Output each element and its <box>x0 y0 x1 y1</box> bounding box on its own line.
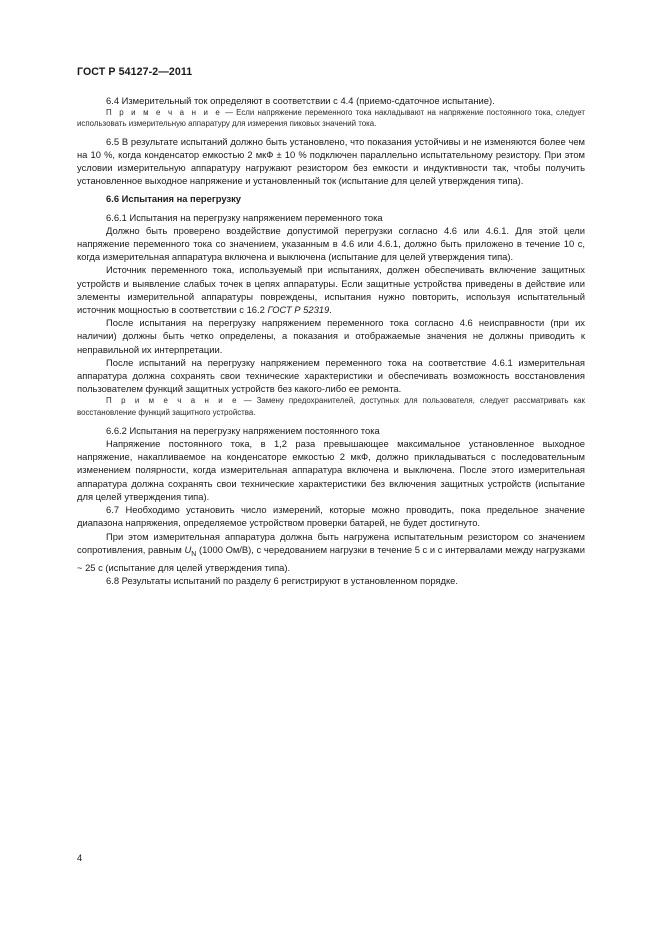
paragraph-6-6-1-a: Должно быть проверено воздействие допустимой перегрузки согласно 4.6 или 4.6.1. Для этой цели напряжение переменного тока со значением, указанным в 4.6 или 4.6.1, должно быть приложено в течение 10 с, когда измерительная аппаратура включена и выключена (испытание для целей утверждения типа). <box>77 224 585 263</box>
paragraph-6-6-1-b-main: Источник переменного тока, используемый при испытаниях, должен обеспечивать включение защитных устройств и выявление слабых точек в цепях аппаратуры. Если защитные устройства приведены в действие или элементы измерительной аппаратуры повреждены, испытания нужно повторить, используя испытательный источник мощностью в соответствии с 16.2 <box>77 264 585 316</box>
paragraph-6-6-1-c: После испытания на перегрузку напряжением переменного тока согласно 4.6 неисправности (при их наличии) должны быть четко определены, а показания и отображаемые значения не должны приводить к неправильной их интерпретации. <box>77 317 585 355</box>
paragraph-6-8: 6.8 Результаты испытаний по разделу 6 регистрируют в установленном порядке. <box>106 574 458 586</box>
subsection-title-6-6-2: 6.6.2 Испытания на перегрузку напряжением постоянного тока <box>106 424 380 436</box>
note-2-label: П р и м е ч а н и е <box>106 396 239 406</box>
paragraph-6-4: 6.4 Измерительный ток определяют в соответствии с 4.4 (приемо-сдаточное испытание). <box>106 95 495 106</box>
page-number: 4 <box>77 852 83 863</box>
note-1 <box>77 107 585 129</box>
paragraph-6-7-b <box>77 530 585 574</box>
note-2 <box>77 395 585 417</box>
subsection-title-6-6-1: 6.6.1 Испытания на перегрузку напряжением переменного тока <box>106 211 383 223</box>
note-2-text: — Замену предохранителей, доступных для пользователя, следует рассматривать как восстановление функций защитного устройства. <box>77 396 585 417</box>
note-1-text: — Если напряжение переменного тока накладывают на напряжение постоянного тока, следует использовать измерительную аппаратуру для измерения пиковых значений тока. <box>77 108 585 129</box>
voltage-symbol: U <box>184 543 192 555</box>
paragraph-6-6-1-d: После испытаний на перегрузку напряжением переменного тока на соответствие 4.6.1 измерительная аппаратура должна сохранять свои технические характеристики и обеспечивать возможность восстановления пользователем функций защитных устройств без какого-либо ее ремонта. <box>77 356 585 395</box>
standard-reference: ГОСТ Р 52319 <box>267 304 330 316</box>
note-1-label: П р и м е ч а н и е <box>106 108 222 118</box>
paragraph-6-6-1-b <box>77 263 585 316</box>
paragraph-6-6-1-b-end: . <box>329 304 332 316</box>
paragraph-6-7: 6.7 Необходимо установить число измерений, которые можно проводить, пока предельное значение диапазона напряжения, определяемое устройством проверки батарей, не будет достигнуто. <box>77 504 585 529</box>
paragraph-6-7-b-end: (1000 Ом/В), с чередованием нагрузки в течение 5 с и с интервалами между нагрузками ~ 25 с (испытание для целей утверждения типа). <box>77 543 585 573</box>
paragraph-6-5: 6.5 В результате испытаний должно быть установлено, что показания устойчивы и не изменяются более чем на 10 %, когда конденсатор емкостью 2 мкФ ± 10 % подключен параллельно испытательному резистору. При этом условии измерительную аппаратуру нагружают резистором без емкости и индуктивности так, чтобы получить установленное выходное напряжение и установленный ток (испытание для целей утверждения типа). <box>77 135 585 187</box>
paragraph-6-6-2-a: Напряжение постоянного тока, в 1,2 раза превышающее максимальное установленное выходное напряжение, накапливаемое на конденсаторе емкостью 2 мкФ, должно прикладываться с последовательным изменением полярности, когда измерительная аппаратура включена и выключена. После этого измерительная аппаратура должна сохранять свои технические характеристики без включения защитных устройств (испытание для целей утверждения типа). <box>77 438 585 502</box>
document-body <box>77 94 585 587</box>
paragraph-6-7-b-start: При этом измерительная аппаратура должна быть нагружена испытательным резистором со значением сопротивления, равным <box>77 530 585 555</box>
document-header: ГОСТ Р 54127-2—2011 <box>77 66 193 78</box>
voltage-subscript: N <box>191 550 197 558</box>
section-heading-6-6: 6.6 Испытания на перегрузку <box>106 193 242 205</box>
